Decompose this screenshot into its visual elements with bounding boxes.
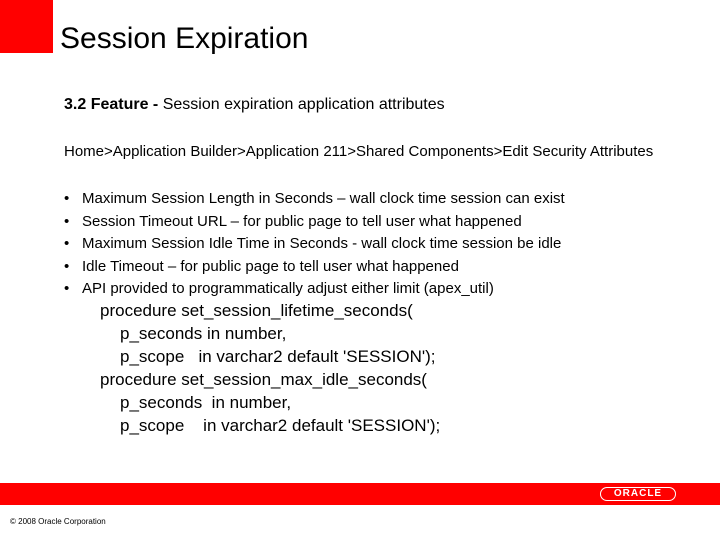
copyright-notice: © 2008 Oracle Corporation — [10, 517, 106, 526]
bullet-item-session-timeout-url: • Session Timeout URL – for public page to tell user what happened — [64, 211, 565, 234]
slide-title: Session Expiration — [60, 22, 309, 55]
code-line-lifetime-procedure: procedure set_session_lifetime_seconds( — [100, 301, 413, 320]
oracle-logo: ORACLE — [600, 487, 676, 501]
red-accent-block — [0, 0, 53, 53]
code-line-lifetime-scope-param: p_scope in varchar2 default 'SESSION'); — [120, 347, 436, 366]
bullet-item-max-idle-time: • Maximum Session Idle Time in Seconds - wall clock time session be idle — [64, 233, 565, 256]
code-line-idle-scope-param: p_scope in varchar2 default 'SESSION'); — [120, 416, 441, 435]
feature-subtitle — [64, 95, 445, 115]
feature-number: 3.2 Feature - — [64, 96, 163, 113]
bullet-list — [64, 188, 565, 301]
feature-description: Session expiration application attributes — [162, 96, 445, 113]
code-line-idle-seconds-param: p_seconds in number, — [120, 393, 292, 412]
bullet-item-max-session-length: • Maximum Session Length in Seconds – wall clock time session can exist — [64, 188, 565, 211]
bullet-item-idle-timeout: • Idle Timeout – for public page to tell user what happened — [64, 256, 565, 279]
footer-bar — [0, 483, 720, 505]
breadcrumb: Home>Application Builder>Application 211>Shared Components>Edit Security Attributes — [64, 143, 654, 160]
code-block — [100, 299, 440, 437]
bullet-item-api: • API provided to programmatically adjust either limit (apex_util) — [64, 278, 565, 301]
code-line-idle-procedure: procedure set_session_max_idle_seconds( — [100, 370, 427, 389]
code-line-lifetime-seconds-param: p_seconds in number, — [120, 324, 287, 343]
